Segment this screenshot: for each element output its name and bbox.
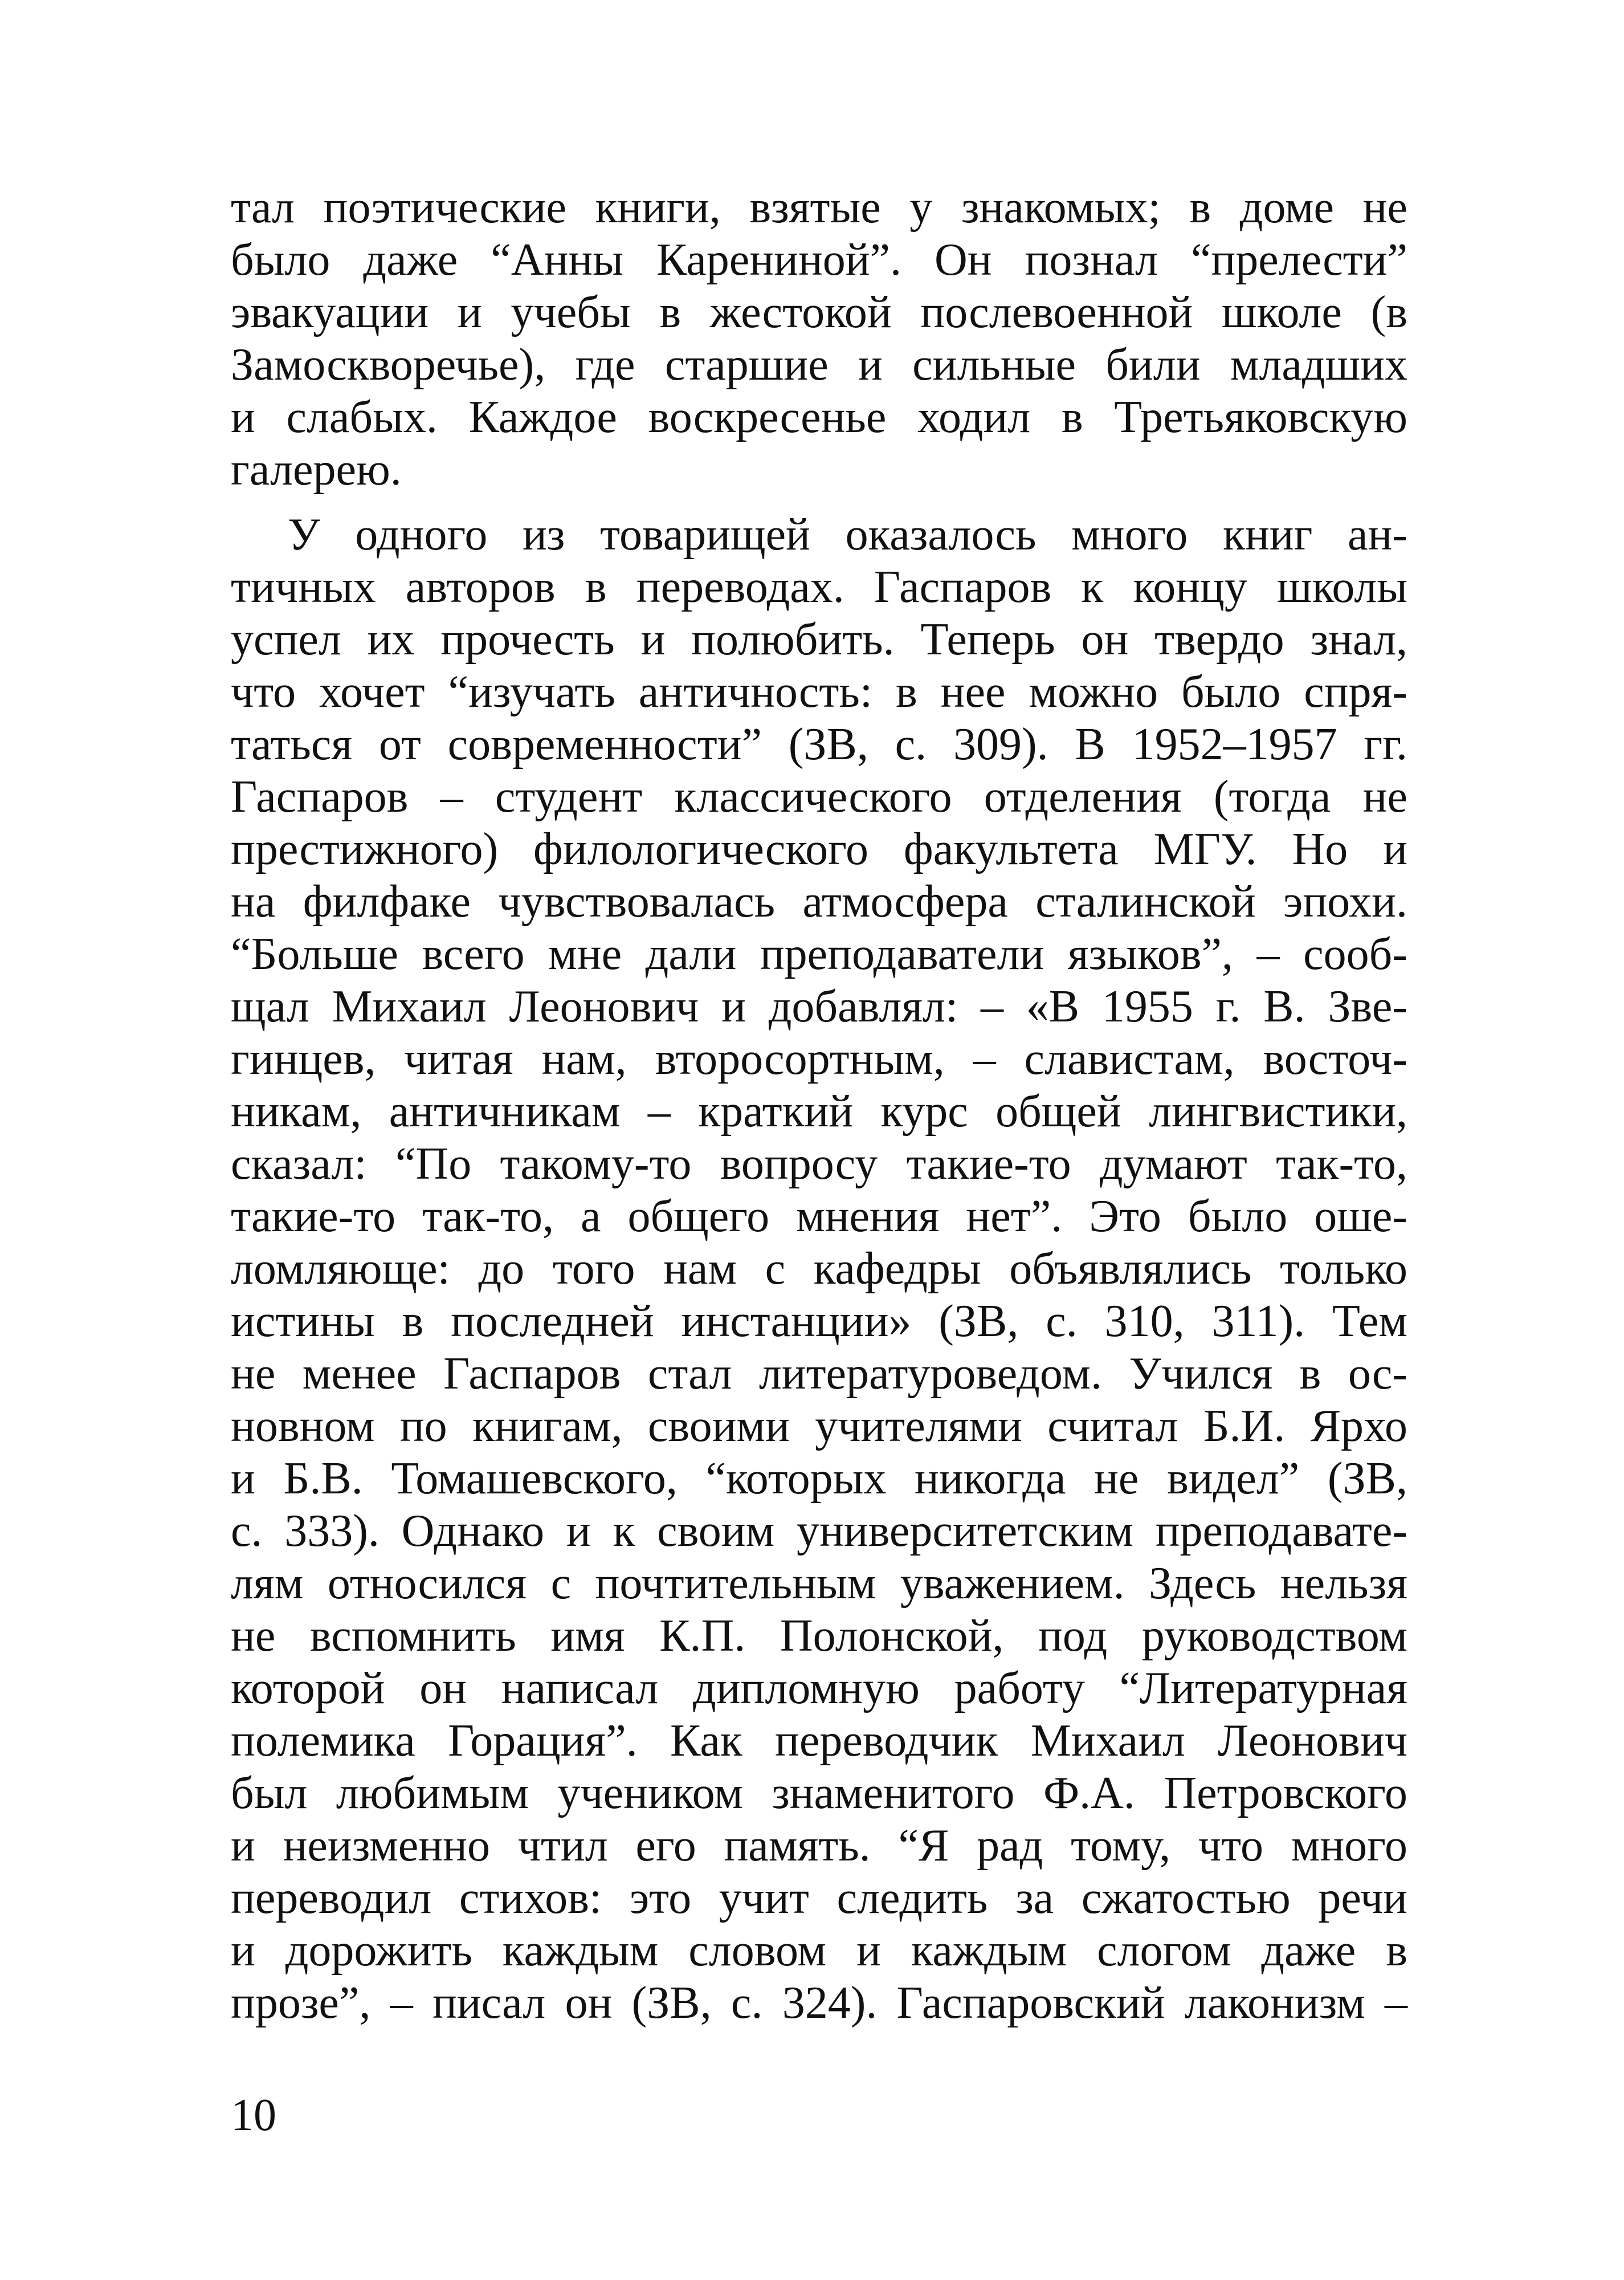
text-line: и слабых. Каждое воскресенье ходил в Третьяковскую bbox=[231, 392, 1407, 442]
text-line: полемика Горация”. Как переводчик Михаил Леонович bbox=[231, 1716, 1407, 1766]
body-text bbox=[231, 181, 1407, 2029]
text-line: что хочет “изучать античность: в нее можно было спря- bbox=[231, 667, 1407, 717]
text-line: щал Михаил Леонович и добавлял: – «В 1955 г. В. Зве- bbox=[231, 982, 1407, 1032]
text-line: такие-то так-то, а общего мнения нет”. Это было оше- bbox=[231, 1191, 1407, 1241]
text-line: тал поэтические книги, взятые у знакомых; в доме не bbox=[231, 182, 1407, 233]
text-line: которой он написал дипломную работу “Литературная bbox=[231, 1663, 1407, 1713]
text-line: новном по книгам, своими учителями считал Б.И. Ярхо bbox=[231, 1401, 1407, 1451]
text-line: гинцев, читая нам, второсортным, – славистам, восточ- bbox=[231, 1034, 1407, 1084]
text-line: Замоскворечье), где старшие и сильные били младших bbox=[231, 340, 1407, 390]
text-line: успел их прочесть и полюбить. Теперь он твердо знал, bbox=[231, 614, 1407, 665]
text-line: с. 333). Однако и к своим университетским преподавате- bbox=[231, 1506, 1407, 1556]
text-line: тичных авторов в переводах. Гаспаров к концу школы bbox=[231, 562, 1407, 612]
text-line: был любимым учеником знаменитого Ф.А. Петровского bbox=[231, 1768, 1407, 1818]
text-line: Гаспаров – студент классического отделения (тогда не bbox=[231, 772, 1407, 822]
text-line: лям относился с почтительным уважением. Здесь нельзя bbox=[231, 1558, 1407, 1609]
text-line: не вспомнить имя К.П. Полонской, под руководством bbox=[231, 1611, 1407, 1661]
page-number: 10 bbox=[231, 2090, 276, 2140]
text-line: ломляюще: до того нам с кафедры объявлялись только bbox=[231, 1244, 1407, 1294]
text-line: таться от современности” (ЗВ, с. 309). В 1952–1957 гг. bbox=[231, 719, 1407, 769]
text-line: и Б.В. Томашевского, “которых никогда не видел” (ЗВ, bbox=[231, 1453, 1407, 1504]
text-line: и дорожить каждым словом и каждым слогом даже в bbox=[231, 1925, 1407, 1976]
text-line: прозе”, – писал он (ЗВ, с. 324). Гаспаровский лаконизм – bbox=[231, 1978, 1407, 2028]
paragraph-first-line: У одного из товарищей оказалось много книг ан- bbox=[288, 510, 1407, 560]
text-line: было даже “Анны Карениной”. Он познал “прелести” bbox=[231, 235, 1407, 285]
text-line: галерею. bbox=[231, 445, 402, 495]
text-line: престижного) филологического факультета МГУ. Но и bbox=[231, 824, 1407, 874]
text-line: “Больше всего мне дали преподаватели языков”, – сооб- bbox=[231, 929, 1407, 979]
text-line: истины в последней инстанции» (ЗВ, с. 310, 311). Тем bbox=[231, 1296, 1407, 1346]
text-line: переводил стихов: это учит следить за сжатостью речи bbox=[231, 1873, 1407, 1923]
text-line: на филфаке чувствовалась атмосфера сталинской эпохи. bbox=[231, 877, 1407, 927]
text-line: никам, античникам – краткий курс общей лингвистики, bbox=[231, 1086, 1407, 1137]
text-line: сказал: “По такому-то вопросу такие-то думают так-то, bbox=[231, 1139, 1407, 1189]
text-line: эвакуации и учебы в жестокой послевоенной школе (в bbox=[231, 287, 1407, 337]
text-line: и неизменно чтил его память. “Я рад тому, что много bbox=[231, 1821, 1407, 1871]
text-line: не менее Гаспаров стал литературоведом. Учился в ос- bbox=[231, 1349, 1407, 1399]
